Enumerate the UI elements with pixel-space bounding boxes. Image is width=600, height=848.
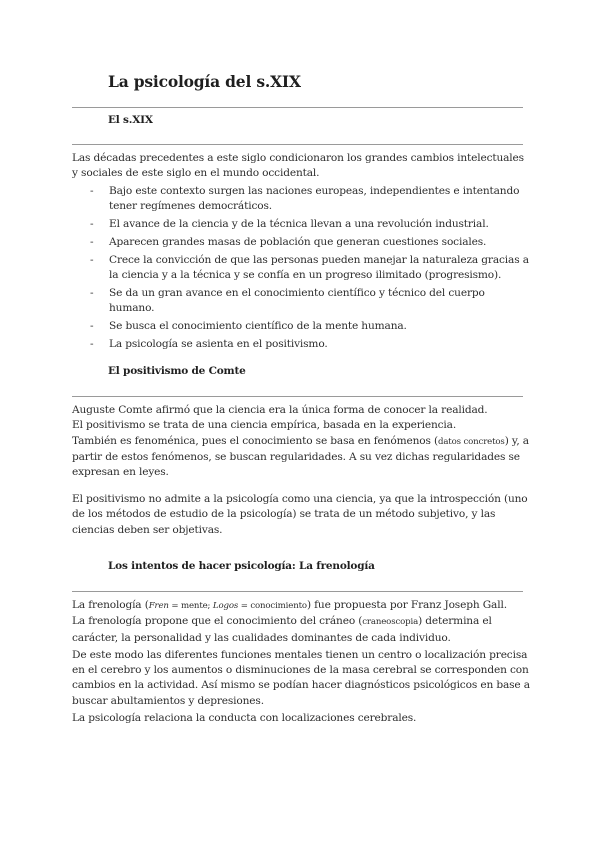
paragraph-text: De este modo las diferentes funciones mentales tienen un centro o localización precisa en el cerebro y los aumentos o disminuciones de la masa cerebral se corresponden con cambios en la actividad. Así mismo se podían hacer diagnósticos psicológicos en base a buscar abultamientos y depresiones. [72, 648, 530, 707]
paragraph-intro [72, 151, 532, 182]
divider [72, 107, 523, 108]
paragraph-positivismo [72, 403, 532, 480]
paragraph-text: La psicología relaciona la conducta con localizaciones cerebrales. [72, 712, 417, 725]
paragraph-text: El positivismo no admite a la psicología como una ciencia, ya que la introspección (uno de los métodos de estudio de la psicología) se trata de un método subjetivo, y las ciencias deben ser objetivas. [72, 493, 528, 536]
list-item: - La psicología se asienta en el positivismo. [90, 337, 530, 352]
inline-note: craneoscopia [362, 617, 419, 628]
paragraph-frenologia [72, 598, 532, 726]
divider [72, 144, 523, 145]
paragraph-text: El positivismo se trata de una ciencia empírica, basada en la experiencia. [72, 419, 457, 432]
section-heading-s-xix: El s.XIX [108, 114, 153, 126]
page-title: La psicología del s.XIX [108, 72, 301, 91]
paragraph-text: La frenología (Fren = mente; Logos = conocimiento) fue propuesta por Franz Joseph Gall. [72, 599, 507, 611]
divider [72, 591, 523, 592]
inline-note: datos concretos [437, 436, 505, 447]
list-item: - Bajo este contexto surgen las naciones europeas, independientes e intentando tener regímenes democráticos. [90, 184, 530, 215]
divider [72, 396, 523, 397]
section-heading-frenologia: Los intentos de hacer psicología: La frenología [108, 560, 375, 572]
list-item: - Aparecen grandes masas de población que generan cuestiones sociales. [90, 235, 530, 250]
paragraph-text: La frenología propone que el conocimiento del cráneo (craneoscopia) determina el carácter, la personalidad y las cualidades dominantes de cada individuo. [72, 615, 492, 644]
list-item: - El avance de la ciencia y de la técnica llevan a una revolución industrial. [90, 217, 530, 232]
inline-term: Fren [148, 601, 169, 611]
inline-term: Logos [212, 601, 239, 611]
paragraph-positivismo-psicologia [72, 492, 532, 538]
list-item: - Se busca el conocimiento científico de la mente humana. [90, 319, 530, 334]
bullet-list [90, 184, 530, 355]
paragraph-text: Auguste Comte afirmó que la ciencia era la única forma de conocer la realidad. [72, 404, 488, 416]
paragraph-text: También es fenoménica, pues el conocimiento se basa en fenómenos (datos concretos) y, a partir de estos fenómenos, se buscan regularidades. A su vez dichas regularidades se expresan en leyes. [72, 434, 529, 479]
list-item: - Crece la convicción de que las personas pueden manejar la naturaleza gracias a la ciencia y a la técnica y se confía en un progreso ilimitado (progresismo). [90, 253, 530, 284]
paragraph-text: Las décadas precedentes a este siglo condicionaron los grandes cambios intelectuales y sociales de este siglo en el mundo occidental. [72, 152, 524, 180]
list-item: - Se da un gran avance en el conocimiento científico y técnico del cuerpo humano. [90, 286, 530, 317]
section-heading-positivismo: El positivismo de Comte [108, 365, 246, 377]
